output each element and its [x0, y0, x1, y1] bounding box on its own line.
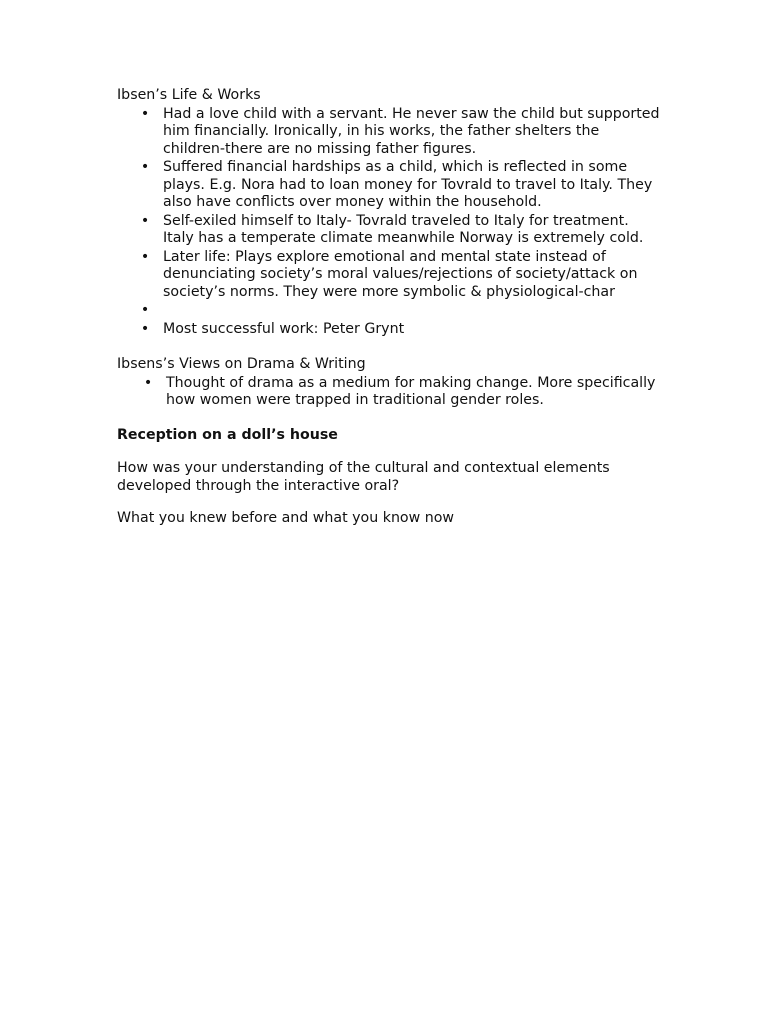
bullet-icon: •: [140, 159, 150, 175]
section-heading-views: Ibsens’s Views on Drama & Writing: [117, 356, 366, 372]
bullet-list-views: [117, 375, 662, 410]
list-item-text: Suffered financial hardships as a child, which is reflected in some plays. E.g. Nora had to loan money for Tovrald to travel to Italy. They also have conflicts over money within the household.: [163, 159, 653, 210]
bullet-icon: •: [140, 105, 150, 122]
spacer: [117, 339, 662, 356]
bullet-icon: •: [140, 248, 150, 265]
list-item: [117, 375, 662, 410]
list-item-text: Most successful work: Peter Grynt: [163, 320, 405, 337]
list-item-text: Thought of drama as a medium for making change. More specifically how women were trapped in traditional gender roles.: [166, 374, 656, 408]
list-item-text: Later life: Plays explore emotional and mental state instead of denunciating society’s moral values/rejections of society/attack on society’s norms. They were more symbolic & physiological-char: [163, 248, 638, 300]
bullet-icon: •: [140, 212, 150, 229]
bullet-icon: •: [143, 374, 153, 391]
list-item-text: Self-exiled himself to Italy- Tovrald traveled to Italy for treatment. Italy has a temperate climate meanwhile Norway is extremely cold.: [163, 212, 644, 246]
bullet-icon: •: [140, 320, 150, 337]
bullet-icon: •: [140, 302, 150, 318]
prompt-text: What you knew before and what you know now: [117, 510, 455, 526]
bullet-list-life-works: [117, 106, 662, 339]
list-item: [117, 321, 662, 339]
document-body: [117, 87, 662, 528]
list-item-empty: [117, 302, 662, 320]
section-heading-life-works: Ibsen’s Life & Works: [117, 87, 261, 103]
spacer: [117, 411, 662, 427]
section-heading-reception: Reception on a doll’s house: [117, 426, 338, 443]
list-item-text: Had a love child with a servant. He never saw the child but supported him financially. Ironically, in his works, the father shelters the children-there are no missing father figures.: [163, 105, 660, 157]
list-item: [117, 159, 662, 212]
list-item: [117, 106, 662, 159]
spacer: [117, 444, 662, 460]
question-text: How was your understanding of the cultural and contextual elements developed through the interactive oral?: [117, 460, 610, 494]
list-item: [117, 249, 662, 302]
list-item: [117, 213, 662, 248]
spacer: [117, 495, 662, 510]
